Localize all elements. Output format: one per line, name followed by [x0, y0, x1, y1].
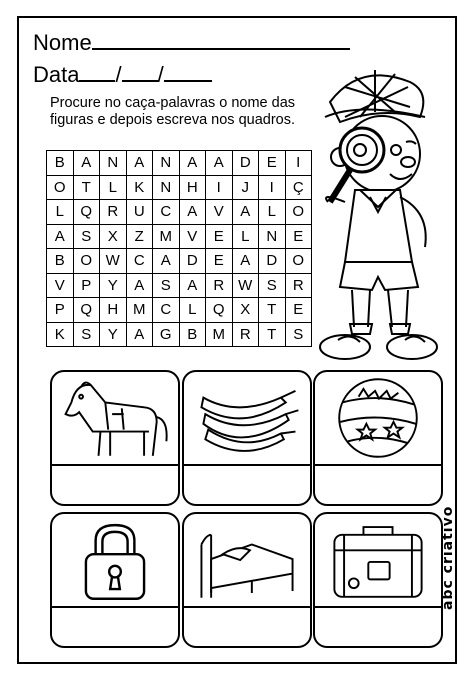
grid-letter[interactable]: B: [47, 249, 74, 274]
grid-letter[interactable]: O: [285, 249, 312, 274]
grid-row: [47, 298, 312, 323]
grid-letter[interactable]: V: [206, 200, 233, 225]
ball-icon: [315, 372, 441, 464]
grid-letter[interactable]: E: [206, 249, 233, 274]
grid-letter[interactable]: D: [179, 249, 206, 274]
grid-letter[interactable]: A: [179, 200, 206, 225]
grid-letter[interactable]: Q: [73, 200, 100, 225]
suitcase-icon: [315, 514, 441, 606]
grid-letter[interactable]: V: [47, 273, 74, 298]
grid-letter[interactable]: A: [47, 224, 74, 249]
picture-card: [313, 512, 443, 648]
date-label: Data: [33, 62, 80, 87]
grid-letter[interactable]: L: [232, 224, 259, 249]
grid-letter[interactable]: C: [153, 200, 180, 225]
grid-letter[interactable]: B: [47, 151, 74, 176]
grid-letter[interactable]: K: [126, 175, 153, 200]
card-divider: [315, 464, 441, 466]
card-divider: [315, 606, 441, 608]
grid-letter[interactable]: A: [126, 322, 153, 347]
grid-letter[interactable]: V: [179, 224, 206, 249]
grid-letter[interactable]: T: [73, 175, 100, 200]
grid-letter[interactable]: S: [73, 322, 100, 347]
picture-card: [182, 370, 312, 506]
grid-letter[interactable]: R: [232, 322, 259, 347]
date-year-field[interactable]: [164, 62, 212, 82]
grid-letter[interactable]: R: [206, 273, 233, 298]
instructions: Procure no caça-palavras o nome das figuras e depois escreva nos quadros.: [49, 95, 296, 128]
grid-letter[interactable]: L: [47, 200, 74, 225]
grid-letter[interactable]: A: [232, 249, 259, 274]
grid-letter[interactable]: C: [153, 298, 180, 323]
detective-kid-icon: [300, 62, 450, 362]
grid-letter[interactable]: X: [232, 298, 259, 323]
grid-letter[interactable]: H: [179, 175, 206, 200]
picture-card: [50, 512, 180, 648]
grid-row: [47, 249, 312, 274]
grid-letter[interactable]: L: [259, 200, 286, 225]
grid-letter[interactable]: M: [153, 224, 180, 249]
grid-letter[interactable]: E: [206, 224, 233, 249]
grid-letter[interactable]: O: [47, 175, 74, 200]
grid-letter[interactable]: T: [259, 322, 286, 347]
date-day-field[interactable]: [79, 62, 115, 82]
grid-row: [47, 151, 312, 176]
grid-letter[interactable]: W: [232, 273, 259, 298]
bed-icon: [184, 514, 310, 606]
name-row: [33, 30, 350, 56]
grid-letter[interactable]: A: [232, 200, 259, 225]
grid-letter[interactable]: D: [232, 151, 259, 176]
grid-row: [47, 224, 312, 249]
date-row: [33, 62, 212, 88]
grid-letter[interactable]: E: [259, 151, 286, 176]
grid-letter[interactable]: L: [179, 298, 206, 323]
grid-letter[interactable]: B: [179, 322, 206, 347]
grid-letter[interactable]: N: [100, 151, 127, 176]
brand-logo: abc criativo: [440, 505, 456, 610]
grid-letter[interactable]: A: [179, 273, 206, 298]
grid-letter[interactable]: Y: [100, 322, 127, 347]
picture-card: [50, 370, 180, 506]
grid-letter[interactable]: P: [47, 298, 74, 323]
grid-letter[interactable]: A: [126, 151, 153, 176]
padlock-icon: [52, 514, 178, 606]
grid-letter[interactable]: S: [153, 273, 180, 298]
grid-letter[interactable]: E: [285, 298, 312, 323]
grid-letter[interactable]: O: [73, 249, 100, 274]
grid-letter[interactable]: S: [259, 273, 286, 298]
grid-letter[interactable]: A: [126, 273, 153, 298]
grid-letter[interactable]: X: [100, 224, 127, 249]
grid-row: [47, 322, 312, 347]
name-label: Nome: [33, 30, 92, 55]
grid-letter[interactable]: N: [153, 175, 180, 200]
date-separator: /: [115, 62, 122, 87]
grid-row: [47, 273, 312, 298]
grid-letter[interactable]: J: [232, 175, 259, 200]
grid-letter[interactable]: A: [73, 151, 100, 176]
picture-card: [313, 370, 443, 506]
grid-letter[interactable]: I: [206, 175, 233, 200]
grid-letter[interactable]: A: [153, 249, 180, 274]
date-separator: /: [157, 62, 164, 87]
grid-letter[interactable]: N: [153, 151, 180, 176]
name-field[interactable]: [92, 30, 350, 50]
grid-letter[interactable]: O: [285, 200, 312, 225]
grid-letter[interactable]: S: [285, 322, 312, 347]
grid-letter[interactable]: E: [285, 224, 312, 249]
grid-letter[interactable]: L: [100, 175, 127, 200]
grid-letter[interactable]: I: [285, 151, 312, 176]
picture-card: [182, 512, 312, 648]
grid-letter[interactable]: M: [206, 322, 233, 347]
grid-letter[interactable]: K: [47, 322, 74, 347]
grid-letter[interactable]: S: [73, 224, 100, 249]
grid-letter[interactable]: T: [259, 298, 286, 323]
grid-letter[interactable]: C: [126, 249, 153, 274]
grid-letter[interactable]: Z: [126, 224, 153, 249]
grid-letter[interactable]: Ç: [285, 175, 312, 200]
date-month-field[interactable]: [122, 62, 158, 82]
grid-letter[interactable]: A: [179, 151, 206, 176]
grid-letter[interactable]: R: [285, 273, 312, 298]
grid-letter[interactable]: Q: [206, 298, 233, 323]
grid-letter[interactable]: Q: [73, 298, 100, 323]
card-divider: [52, 606, 178, 608]
grid-letter[interactable]: G: [153, 322, 180, 347]
grid-row: [47, 175, 312, 200]
grid-letter[interactable]: I: [259, 175, 286, 200]
card-divider: [184, 464, 310, 466]
grid-letter[interactable]: U: [126, 200, 153, 225]
card-divider: [52, 464, 178, 466]
grid-letter[interactable]: R: [100, 200, 127, 225]
grid-letter[interactable]: D: [259, 249, 286, 274]
grid-letter[interactable]: N: [259, 224, 286, 249]
grid-letter[interactable]: H: [100, 298, 127, 323]
bananas-icon: [184, 372, 310, 464]
grid-row: [47, 200, 312, 225]
grid-letter[interactable]: W: [100, 249, 127, 274]
word-search-grid: [46, 150, 312, 347]
card-divider: [184, 606, 310, 608]
horse-icon: [52, 372, 178, 464]
grid-letter[interactable]: Y: [100, 273, 127, 298]
grid-letter[interactable]: P: [73, 273, 100, 298]
grid-letter[interactable]: M: [126, 298, 153, 323]
grid-letter[interactable]: A: [206, 151, 233, 176]
